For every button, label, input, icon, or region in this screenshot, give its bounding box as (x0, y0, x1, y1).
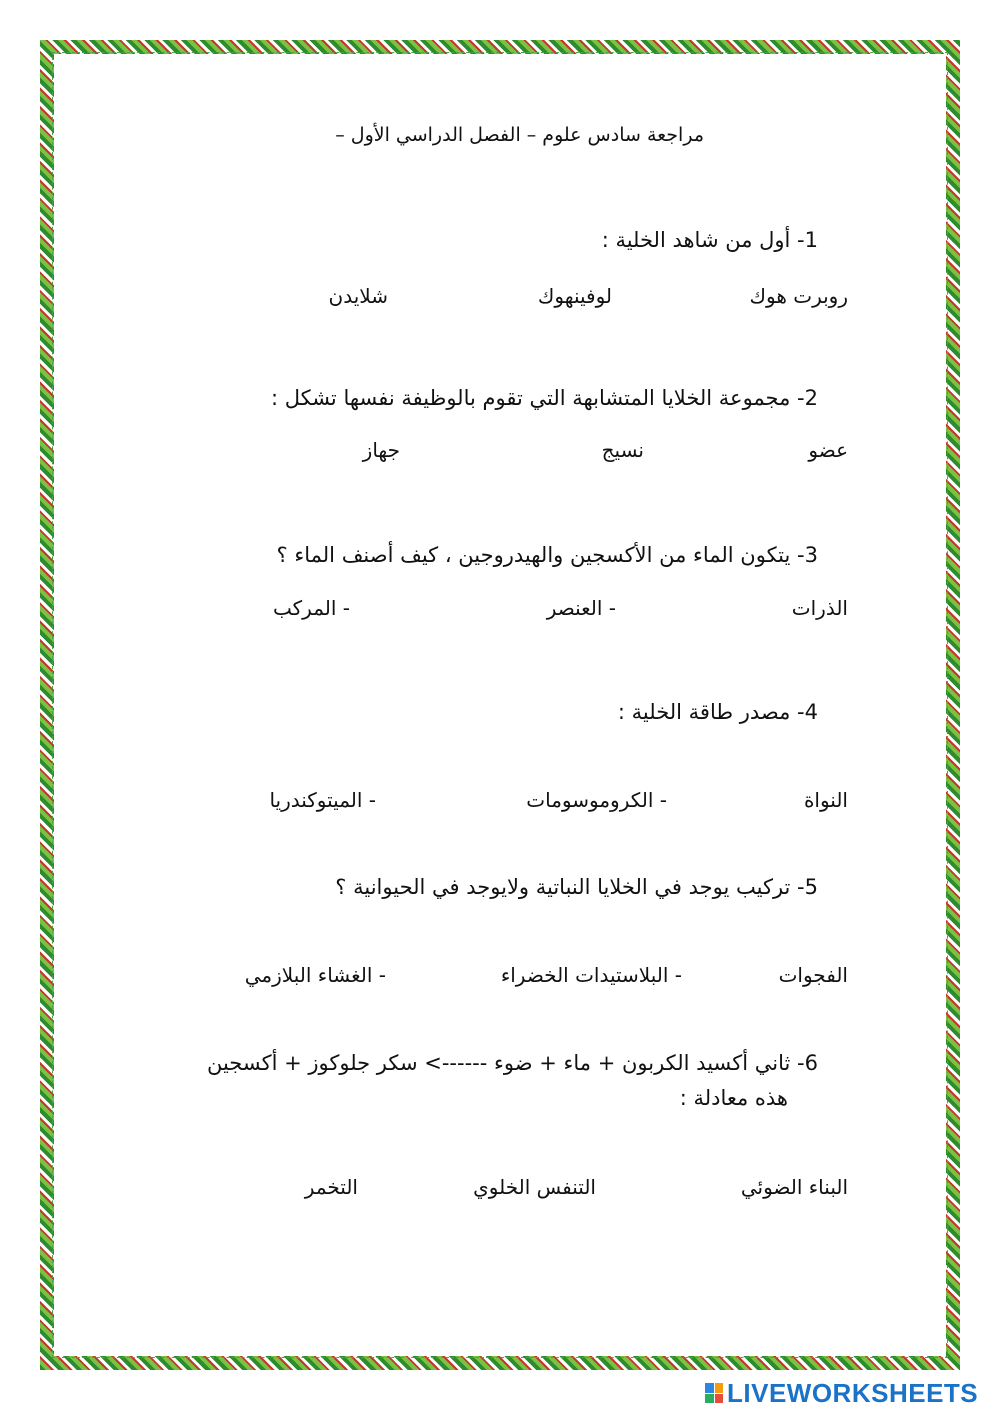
question-2: 2- مجموعة الخلايا المتشابهة التي تقوم بالوظيفة نفسها تشكل : (270, 386, 818, 410)
q2-option-2[interactable]: نسيج (601, 438, 644, 462)
q6-option-1[interactable]: البناء الضوئي (740, 1175, 848, 1199)
q3-option-3[interactable]: - المركب (273, 596, 350, 620)
footer-logo (705, 1378, 978, 1408)
q6-option-3[interactable]: التخمر (304, 1175, 358, 1199)
q3-option-1[interactable]: الذرات (791, 596, 848, 620)
q4-option-2[interactable]: - الكروموسومات (526, 788, 667, 812)
q1-option-2[interactable]: لوفينهوك (537, 284, 612, 308)
liveworksheets-logo-icon (705, 1383, 723, 1403)
question-6: 6- ثاني أكسيد الكربون + ماء + ضوء ------> سكر جلوكوز + أكسجين (206, 1051, 818, 1075)
question-1: 1- أول من شاهد الخلية : (601, 228, 818, 252)
q2-option-1[interactable]: عضو (808, 438, 848, 462)
q5-option-1[interactable]: الفجوات (778, 963, 848, 987)
q4-option-1[interactable]: النواة (803, 788, 848, 812)
footer-brand: LIVEWORKSHEETS (727, 1377, 979, 1408)
q3-option-2[interactable]: - العنصر (546, 596, 616, 620)
q5-option-2[interactable]: - البلاستيدات الخضراء (500, 963, 682, 987)
page-title: مراجعة سادس علوم – الفصل الدراسي الأول – (335, 124, 704, 146)
question-4: 4- مصدر طاقة الخلية : (617, 700, 818, 724)
q1-option-3[interactable]: شلايدن (328, 284, 388, 308)
question-5: 5- تركيب يوجد في الخلايا النباتية ولايوجد في الحيوانية ؟ (335, 875, 818, 899)
question-3: 3- يتكون الماء من الأكسجين والهيدروجين ، كيف أصنف الماء ؟ (276, 543, 818, 567)
decorative-border (40, 40, 960, 1370)
question-6-line-2: هذه معادلة : (679, 1086, 788, 1110)
q6-option-2[interactable]: التنفس الخلوي (473, 1175, 596, 1199)
q4-option-3[interactable]: - الميتوكندريا (269, 788, 376, 812)
q1-option-1[interactable]: روبرت هوك (749, 284, 848, 308)
q2-option-3[interactable]: جهاز (362, 438, 400, 462)
q5-option-3[interactable]: - الغشاء البلازمي (244, 963, 386, 987)
